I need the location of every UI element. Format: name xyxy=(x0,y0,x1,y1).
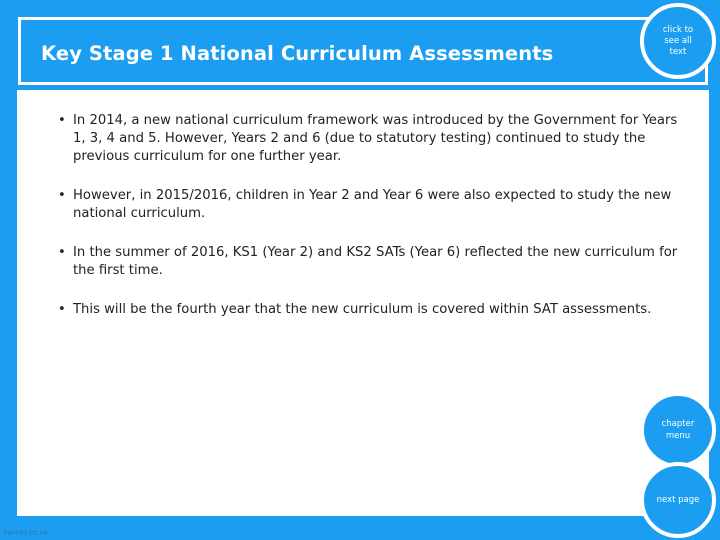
show-all-text-label: click to see all text xyxy=(662,24,694,57)
brand-footer: twinkl.co.uk xyxy=(4,528,49,537)
bullet-list xyxy=(58,112,678,340)
bullet-item: • This will be the fourth year that the new curriculum is covered within SAT assessments. xyxy=(58,301,678,319)
show-all-text-button[interactable] xyxy=(640,3,716,79)
chapter-menu-button[interactable] xyxy=(640,392,716,468)
next-page-label: next page xyxy=(656,495,700,505)
next-page-button[interactable] xyxy=(640,462,716,538)
bullet-item: • In 2014, a new national curriculum framework was introduced by the Government for Years 1, 3, 4 and 5. However, Years 2 and 6 (due to statutory testing) continued to study the previous curriculum for one further year. xyxy=(58,112,678,166)
chapter-menu-label: chapter menu xyxy=(661,419,695,441)
page-title: Key Stage 1 National Curriculum Assessments xyxy=(41,42,554,65)
content-panel xyxy=(17,90,709,516)
title-banner xyxy=(18,17,708,85)
bullet-item: • In the summer of 2016, KS1 (Year 2) and KS2 SATs (Year 6) reflected the new curriculum for the first time. xyxy=(58,244,678,280)
bullet-item: • However, in 2015/2016, children in Year 2 and Year 6 were also expected to study the new national curriculum. xyxy=(58,187,678,223)
